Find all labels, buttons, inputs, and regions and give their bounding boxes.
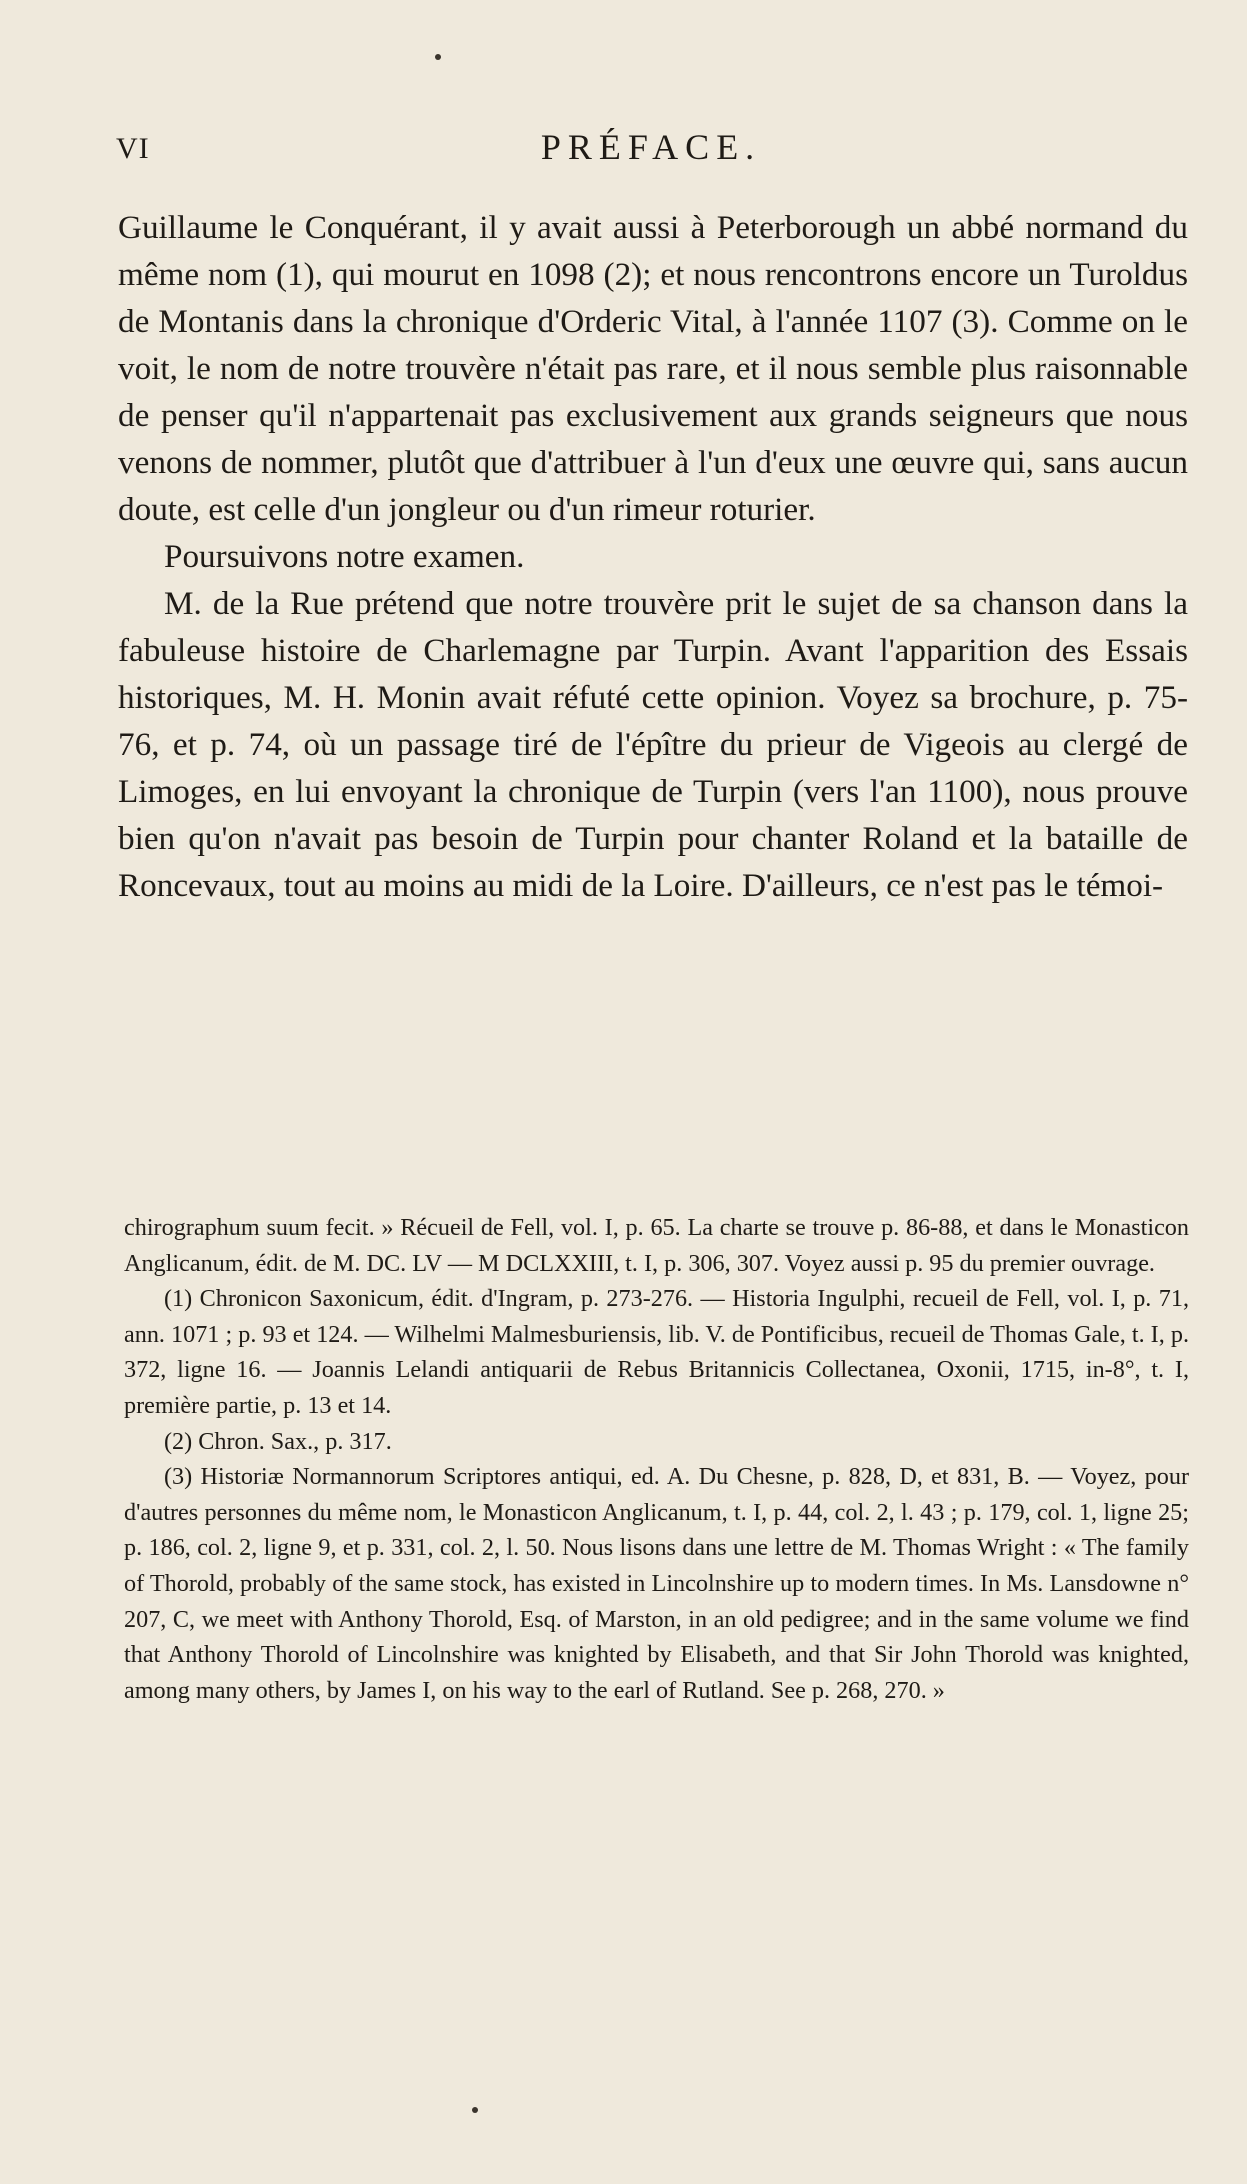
paragraph-de-la-rue: M. de la Rue prétend que notre trouvère prit le sujet de sa chanson dans la fabuleuse histoire de Charlemagne par Turpin. Avant l'apparition des Essais historiques, M. H. Monin avait réfuté cette opinion. Voyez sa brochure, p. 75-76, et p. 74, où un passage tiré de l'épître du prieur de Vigeois au clergé de Limoges, en lui envoyant la chronique de Turpin (vers l'an 1100), nous prouve bien qu'on n'avait pas besoin de Turpin pour chanter Roland et la bataille de Roncevaux, tout au moins au midi de la Loire. D'ailleurs, ce n'est pas le témoi- (118, 585, 1188, 904)
paragraph-examen: Poursuivons notre examen. (164, 538, 525, 575)
folio-number: VI (116, 132, 150, 165)
footnote-2: (2) Chron. Sax., p. 317. (164, 1427, 392, 1455)
paragraph-continued: Guillaume le Conquérant, il y avait aussi à Peterborough un abbé normand du même nom (1), qui mourut en 1098 (2); et nous rencontrons encore un Turoldus de Montanis dans la chronique d'Orderic Vital, à l'année 1107 (3). Comme on le voit, le nom de notre trouvère n'était pas rare, et il nous semble plus raisonnable de penser qu'il n'appartenait pas exclusivement aux grands seigneurs que nous venons de nommer, plutôt que d'attribuer à l'un d'eux une œuvre qui, sans aucun doute, est celle d'un jongleur ou d'un rimeur roturier. (118, 209, 1188, 528)
footnote-continued: chirographum suum fecit. » Récueil de Fell, vol. I, p. 65. La charte se trouve p. 86-88, et dans le Monasticon Anglicanum, édit. de M. DC. LV — M DCLXXIII, t. I, p. 306, 307. Voyez aussi p. 95 du premier ouvrage. (124, 1214, 1189, 1277)
footnote-3: (3) Historiæ Normannorum Scriptores antiqui, ed. A. Du Chesne, p. 828, D, et 831, B. — Voyez, pour d'autres personnes du même nom, le Monasticon Anglicanum, t. I, p. 44, col. 2, l. 43 ; p. 179, col. 1, ligne 25; p. 186, col. 2, ligne 9, et p. 331, col. 2, l. 50. Nous lisons dans une lettre de M. Thomas Wright : « The family of Thorold, probably of the same stock, has existed in Lincolnshire up to modern times. In Ms. Lansdowne n° 207, C, we meet with Anthony Thorold, Esq. of Marston, in an old pedigree; and in the same volume we find that Anthony Thorold of Lincolnshire was knighted by Elisabeth, and that Sir John Thorold was knighted, among many others, by James I, on his way to the earl of Rutland. See p. 268, 270. » (124, 1463, 1189, 1704)
page-header (116, 126, 1186, 174)
running-title: PRÉFACE. (540, 127, 762, 167)
main-text (118, 204, 1188, 909)
footnote-1: (1) Chronicon Saxonicum, édit. d'Ingram, p. 273-276. — Historia Ingulphi, recueil de Fell, vol. I, p. 71, ann. 1071 ; p. 93 et 124. — Wilhelmi Malmesburiensis, lib. V. de Pontificibus, recueil de Thomas Gale, t. I, p. 372, ligne 16. — Joannis Lelandi antiquarii de Rebus Britannicis Collectanea, Oxonii, 1715, in-8°, t. I, première partie, p. 13 et 14. (124, 1285, 1189, 1419)
footnotes (124, 1210, 1189, 1708)
printer-dot-bottom (472, 2107, 478, 2113)
printer-dot-top (435, 54, 441, 60)
